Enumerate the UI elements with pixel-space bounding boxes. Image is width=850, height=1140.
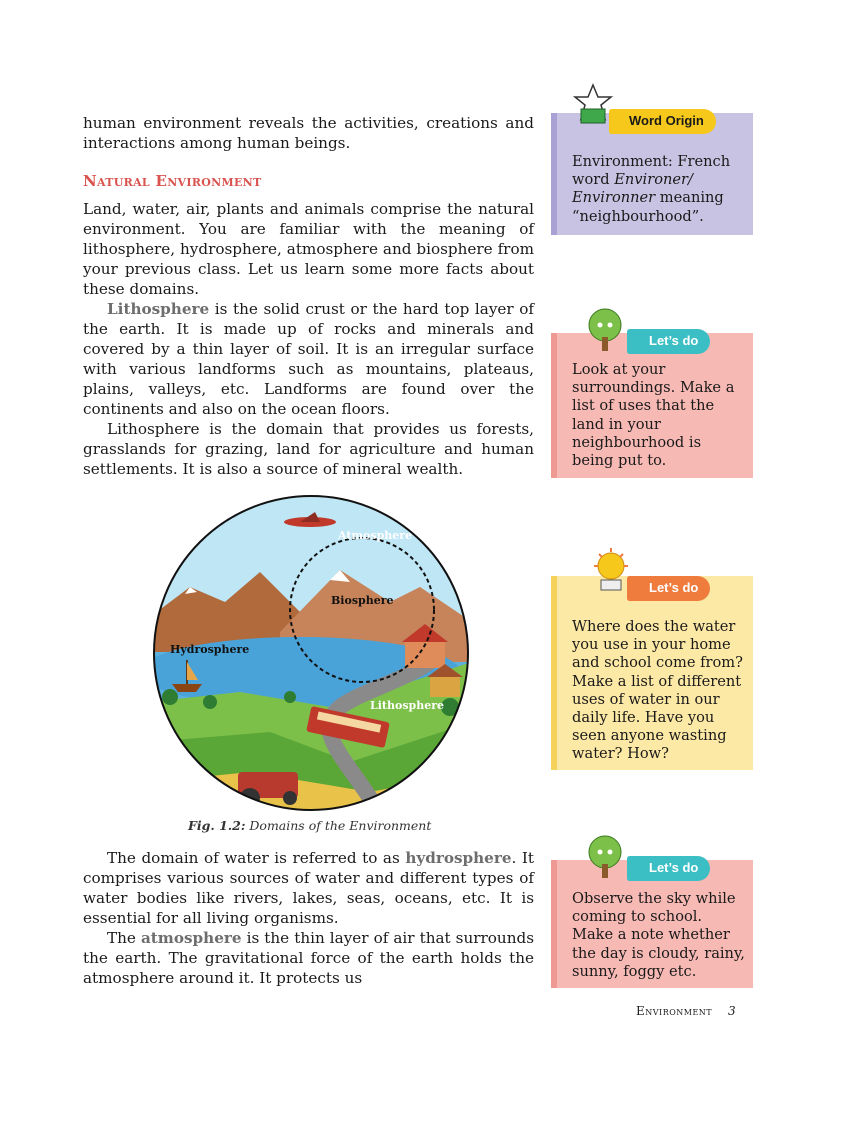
term-hydrosphere: hydrosphere — [405, 849, 512, 867]
paragraph-lithosphere: Lithosphere is the solid crust or the hard top layer of the earth. It is made up of rocks and minerals and covered by a thin layer of soil. It is an irregular surface with various landforms such as mountains, plateaus, plains, valleys, etc. Landforms are found over the continents and also on the ocean floors. — [83, 300, 534, 418]
book-character-icon — [573, 83, 613, 127]
word-origin-box — [551, 113, 753, 235]
sun-character-icon — [591, 548, 631, 599]
lets-do-text-3: Observe the sky while coming to school. Make a note whether the day is cloudy, rainy, sunny, foggy etc. — [572, 890, 745, 980]
term-atmosphere: atmosphere — [140, 929, 242, 947]
page-number: 3 — [727, 1004, 736, 1018]
word-origin-text: Environment: French word Environer/ Environner meaning “neighbourhood”. — [572, 153, 731, 225]
paragraph-lithosphere-uses: Lithosphere is the domain that provides us forests, grasslands for grazing, land for agriculture and human settlements. It is also a source of mineral wealth. — [83, 420, 534, 478]
lets-do-tag-3: Let’s do — [627, 856, 710, 881]
lets-do-text-2: Where does the water you use in your home and school come from? Make a list of different uses of water in our daily life. Have you seen anyone wasting water? How? — [572, 618, 743, 763]
word-origin-tag: Word Origin — [609, 109, 716, 134]
lets-do-box-water — [551, 576, 753, 770]
page-footer — [636, 1004, 736, 1018]
label-atmosphere: Atmosphere — [338, 529, 413, 542]
lets-do-box-land — [551, 333, 753, 478]
paragraph-natural-environment: Land, water, air, plants and animals comprise the natural environment. You are familiar with the meaning of lithosphere, hydrosphere, atmosphere and biosphere from your previous class. Let us learn some more facts about these domains. — [83, 200, 534, 298]
label-lithosphere: Lithosphere — [370, 699, 445, 712]
lithosphere-section — [83, 199, 534, 479]
lets-do-tag-1: Let’s do — [627, 329, 710, 354]
paragraph-atmosphere: The atmosphere is the thin layer of air that surrounds the earth. The gravitational force of the earth holds the atmosphere around it. It protects us — [83, 929, 534, 987]
tree-character-icon — [585, 307, 625, 358]
tree-character-icon — [585, 834, 625, 885]
domains-diagram — [150, 492, 472, 814]
label-biosphere: Biosphere — [331, 594, 394, 607]
intro-paragraph: human environment reveals the activities, creations and interactions among human beings. — [83, 114, 534, 152]
footer-title: Environment — [636, 1004, 713, 1018]
paragraph-hydrosphere: The domain of water is referred to as hydrosphere. It comprises various sources of water and different types of water bodies like rivers, lakes, seas, oceans, etc. It is essential for all living organisms. — [83, 849, 534, 927]
lets-do-box-sky — [551, 860, 753, 988]
section-heading: Natural Environment — [83, 172, 262, 190]
lets-do-tag-2: Let’s do — [627, 576, 710, 601]
term-lithosphere: Lithosphere — [107, 300, 210, 318]
figure-caption: Fig. 1.2: Domains of the Environment — [188, 818, 432, 833]
lets-do-text-1: Look at your surroundings. Make a list of uses that the land in your neighbourhood is being put to. — [572, 361, 735, 470]
label-hydrosphere: Hydrosphere — [170, 643, 250, 656]
hydrosphere-section — [83, 848, 534, 988]
